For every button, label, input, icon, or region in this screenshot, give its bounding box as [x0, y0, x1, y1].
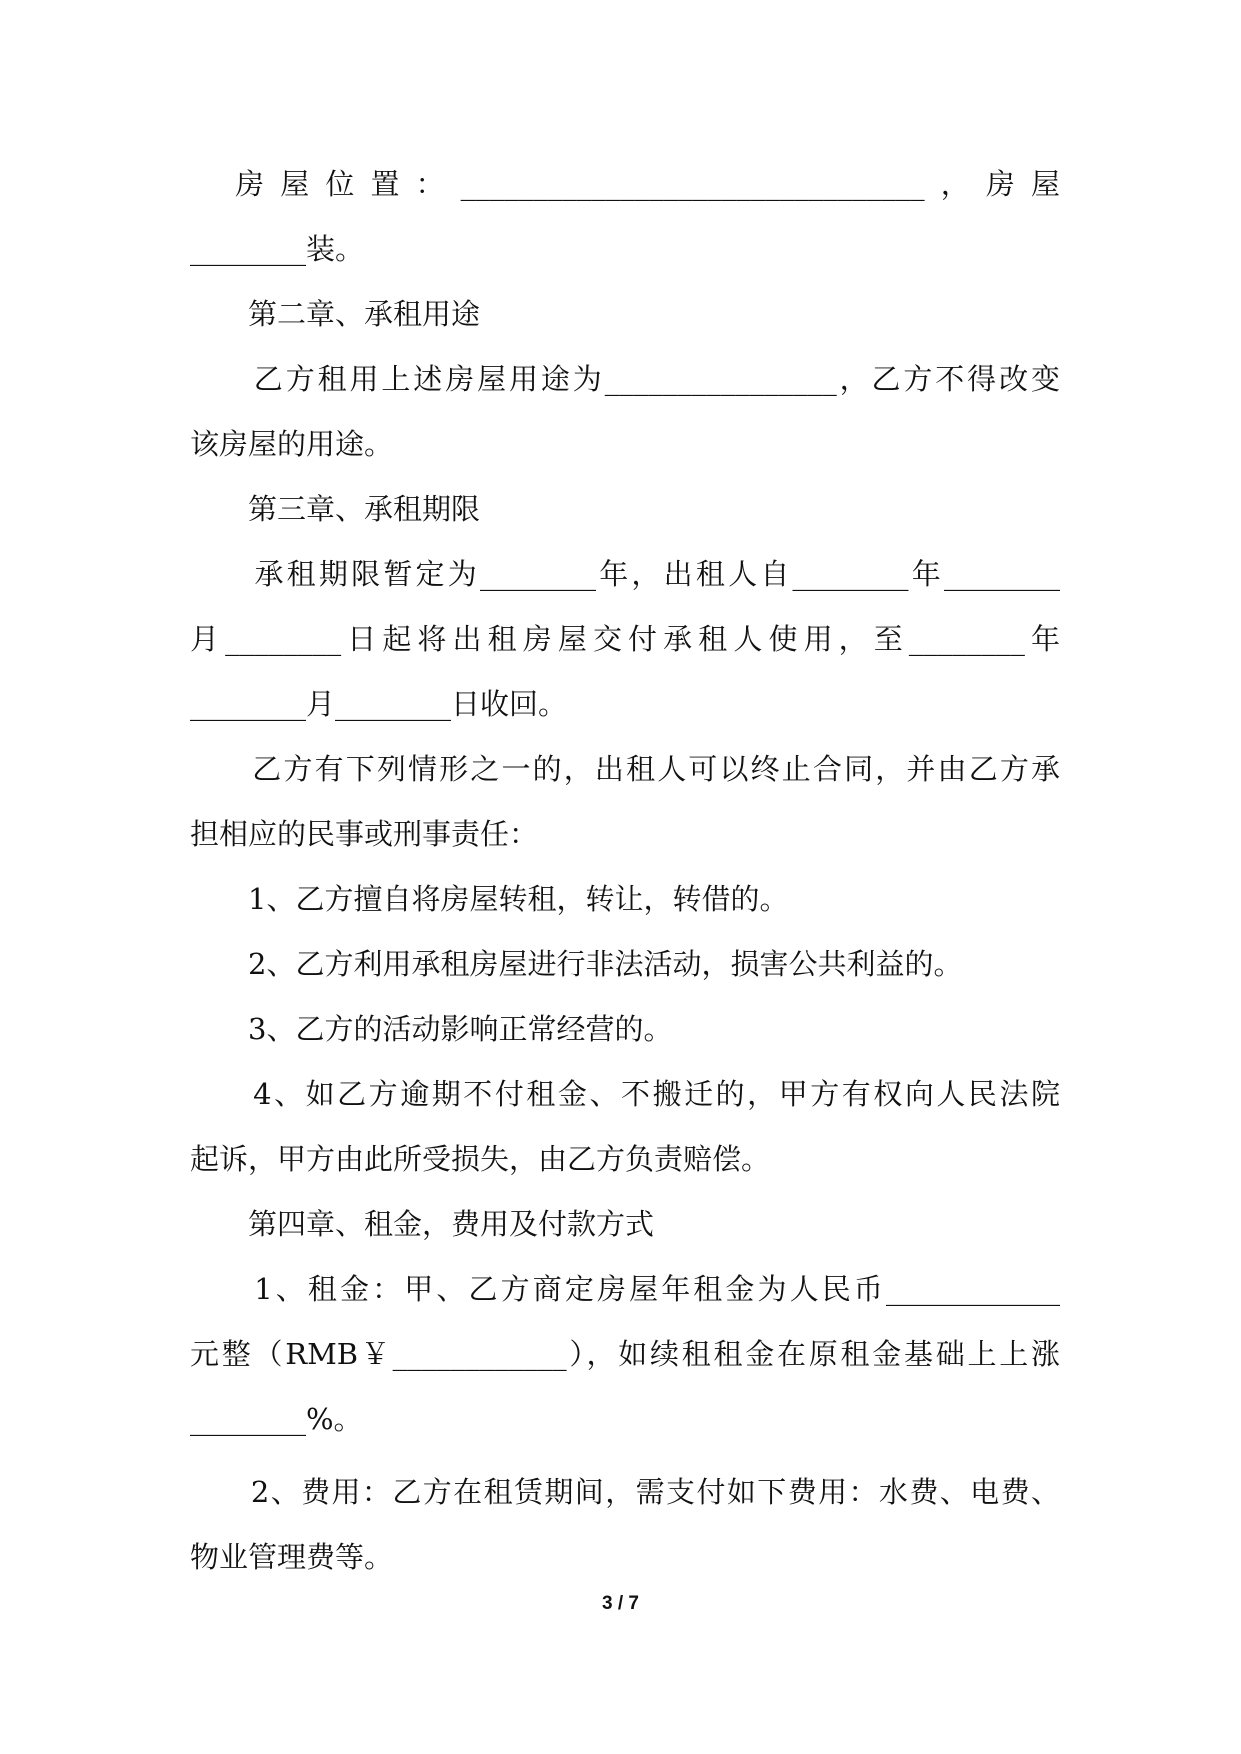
list-item: 3、乙方的活动影响正常经营的。: [190, 1012, 673, 1046]
list-item: 4、如乙方逾期不付租金、不搬迁的，甲方有权向人民法院: [190, 1077, 1060, 1111]
page-number: 3 / 7: [602, 1593, 639, 1614]
text-line: ________月________日收回。: [190, 687, 568, 721]
list-item: 1、租金：甲、乙方商定房屋年租金为人民币____________: [190, 1272, 1060, 1306]
text-line: ________装。: [190, 232, 365, 266]
chapter-heading: 第四章、租金，费用及付款方式: [190, 1207, 655, 1241]
list-item: 2、费用：乙方在租赁期间，需支付如下费用：水费、电费、: [190, 1475, 1060, 1509]
document-body: [190, 152, 1060, 1590]
text-line: 乙方租用上述房屋用途为________________，乙方不得改变: [190, 362, 1060, 396]
text-line: 该房屋的用途。: [190, 427, 394, 461]
list-item: 1、乙方擅自将房屋转租，转让，转借的。: [190, 882, 789, 916]
text-line: ________%。: [190, 1402, 363, 1436]
chapter-heading: 第三章、承租期限: [190, 492, 481, 526]
text-line: 房屋位置：________________________________，房屋: [190, 167, 1060, 201]
text-line: 承租期限暂定为________年，出租人自________年________: [190, 557, 1060, 591]
text-line: 担相应的民事或刑事责任：: [190, 817, 539, 851]
text-line: 物业管理费等。: [190, 1540, 394, 1574]
text-line: 乙方有下列情形之一的，出租人可以终止合同，并由乙方承: [190, 752, 1060, 786]
text-line: 起诉，甲方由此所受损失，由乙方负责赔偿。: [190, 1142, 771, 1176]
text-line: 元整（RMB￥____________），如续租租金在原租金基础上上涨: [190, 1337, 1060, 1371]
text-line: 月________日起将出租房屋交付承租人使用，至________年: [190, 622, 1060, 656]
list-item: 2、乙方利用承租房屋进行非法活动，损害公共利益的。: [190, 947, 963, 981]
chapter-heading: 第二章、承租用途: [190, 297, 481, 331]
